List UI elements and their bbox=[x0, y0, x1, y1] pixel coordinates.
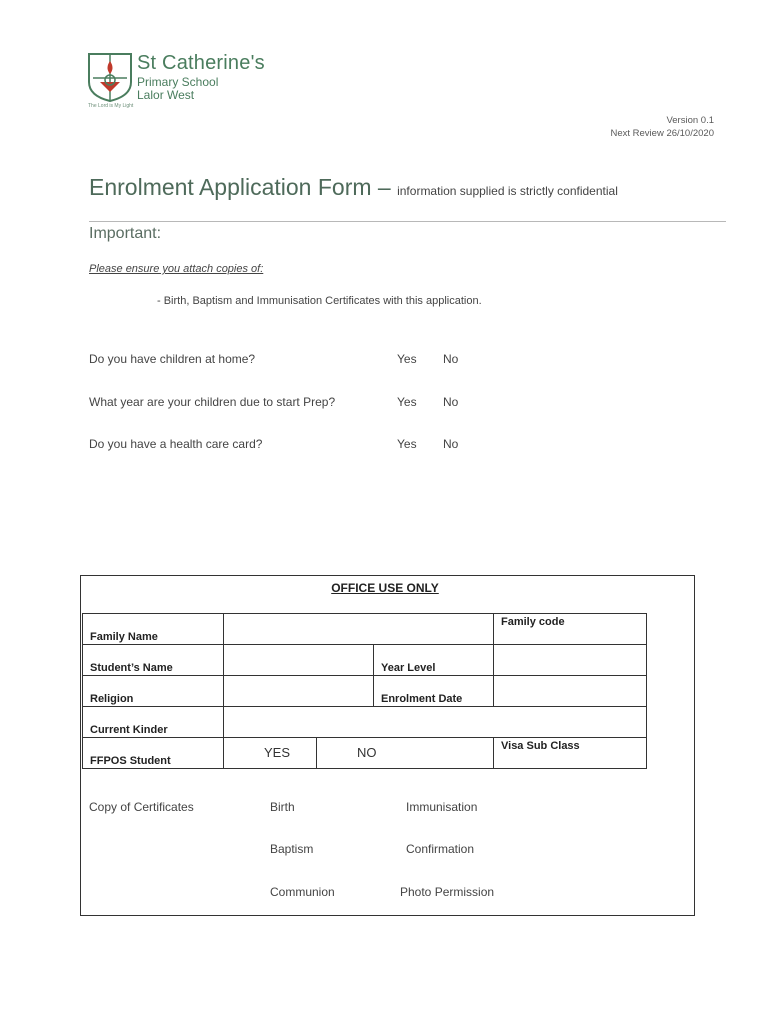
ffpos-student-label: FFPOS Student bbox=[83, 738, 224, 769]
school-motto: The Lord is My Light bbox=[88, 103, 134, 109]
current-kinder-field[interactable] bbox=[224, 707, 647, 738]
office-use-table bbox=[82, 613, 647, 769]
family-name-field[interactable] bbox=[224, 614, 494, 645]
confidential-note: information supplied is strictly confidential bbox=[397, 184, 618, 198]
family-code-field[interactable] bbox=[494, 614, 647, 645]
year-level-label: Year Level bbox=[374, 645, 494, 676]
version-label: Version 0.1 bbox=[666, 115, 714, 126]
religion-field[interactable] bbox=[224, 676, 374, 707]
form-title: Enrolment Application Form – bbox=[89, 174, 398, 200]
school-crest-icon bbox=[87, 52, 133, 102]
table-row bbox=[83, 738, 647, 769]
ffpos-no-option[interactable]: NO bbox=[317, 738, 494, 769]
immunisation-certificate-option[interactable]: Immunisation bbox=[406, 800, 478, 814]
title-divider bbox=[89, 221, 726, 222]
option-yes[interactable]: Yes bbox=[397, 352, 417, 366]
year-level-field[interactable] bbox=[494, 645, 647, 676]
school-name: St Catherine's bbox=[137, 52, 265, 74]
current-kinder-label: Current Kinder bbox=[83, 707, 224, 738]
question-health-care-card: Do you have a health care card? bbox=[89, 437, 263, 451]
option-yes[interactable]: Yes bbox=[397, 395, 417, 409]
baptism-certificate-option[interactable]: Baptism bbox=[270, 842, 314, 856]
school-location: Lalor West bbox=[137, 88, 195, 102]
table-row bbox=[83, 676, 647, 707]
visa-sub-class-field[interactable] bbox=[494, 738, 647, 769]
option-no[interactable]: No bbox=[443, 395, 459, 409]
attach-instruction: Please ensure you attach copies of: bbox=[89, 263, 264, 275]
question-children-at-home: Do you have children at home? bbox=[89, 352, 256, 366]
office-use-title: OFFICE USE ONLY bbox=[331, 581, 439, 595]
option-no[interactable]: No bbox=[443, 437, 459, 451]
school-type: Primary School bbox=[137, 75, 219, 89]
page-title bbox=[89, 174, 618, 201]
option-yes[interactable]: Yes bbox=[397, 437, 417, 451]
table-row bbox=[83, 614, 647, 645]
communion-certificate-option[interactable]: Communion bbox=[270, 885, 335, 899]
next-review-label: Next Review 26/10/2020 bbox=[610, 128, 714, 139]
birth-certificate-option[interactable]: Birth bbox=[270, 800, 295, 814]
photo-permission-option[interactable]: Photo Permission bbox=[400, 885, 495, 899]
students-name-field[interactable] bbox=[224, 645, 374, 676]
copy-of-certificates-label: Copy of Certificates bbox=[89, 800, 194, 814]
option-no[interactable]: No bbox=[443, 352, 459, 366]
attach-list-item: - Birth, Baptism and Immunisation Certificates with this application. bbox=[157, 295, 482, 307]
question-prep-year: What year are your children due to start Prep? bbox=[89, 395, 336, 409]
table-row bbox=[83, 707, 647, 738]
family-code-label: Family code bbox=[501, 616, 565, 628]
important-heading: Important: bbox=[89, 225, 162, 242]
enrolment-date-field[interactable] bbox=[494, 676, 647, 707]
school-logo bbox=[87, 52, 287, 112]
confirmation-certificate-option[interactable]: Confirmation bbox=[406, 842, 475, 856]
religion-label: Religion bbox=[83, 676, 224, 707]
enrolment-date-label: Enrolment Date bbox=[374, 676, 494, 707]
family-name-label: Family Name bbox=[83, 614, 224, 645]
students-name-label: Student’s Name bbox=[83, 645, 224, 676]
ffpos-yes-option[interactable]: YES bbox=[224, 738, 317, 769]
table-row bbox=[83, 645, 647, 676]
visa-sub-class-label: Visa Sub Class bbox=[501, 740, 580, 752]
